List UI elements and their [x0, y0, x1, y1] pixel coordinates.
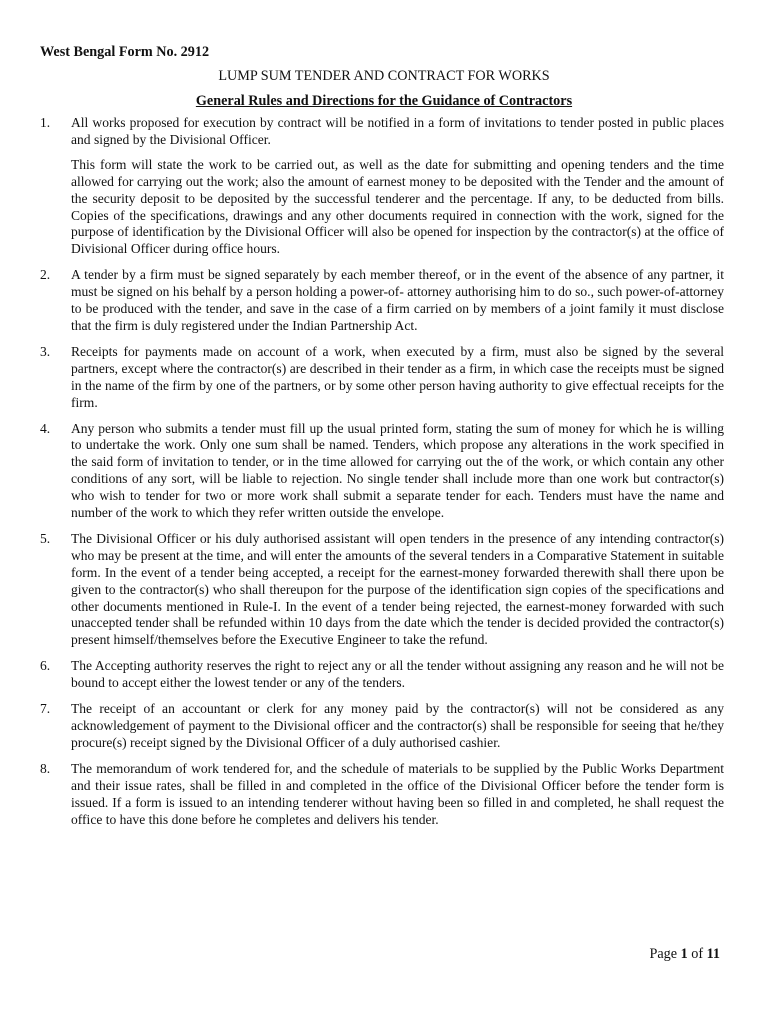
rule-number: 1.: [40, 115, 51, 130]
rule-3: [40, 344, 724, 412]
rule-number: 8.: [40, 760, 51, 776]
rule-7: [40, 701, 724, 752]
rule-1: [40, 115, 724, 258]
page-footer: [649, 946, 720, 963]
rule-8: [40, 761, 724, 829]
rule-5: [40, 531, 724, 649]
total-pages-number: 11: [706, 946, 720, 962]
rule-paragraph: The Accepting authority reserves the right to reject any or all the tender without assigning any reason and he will not be bound to accept either the lowest tender or any of the tenders.: [71, 658, 724, 691]
rule-paragraph: The Divisional Officer or his duly authorised assistant will open tenders in the presence of any intending contractor(s) who may be present at the time, and will enter the amounts of the several tenders in a Comparative Statement in suitable form. In the event of a tender being accepted, a receipt for the earnest-money forwarded therewith shall there upon be given to the contractor(s) who shall thereupon for the purpose of the identification sign copies of the specifications and other documents mentioned in Rule-I. In the event of a tender being rejected, the earnest-money forwarded with such unaccepted tender shall be refunded within 10 days from the date which the tender is decided provided the contractor(s) present himself/themselves before the Executive Engineer to take the refund.: [71, 530, 724, 648]
of-label: of: [691, 946, 704, 962]
form-number: West Bengal Form No. 2912: [40, 44, 210, 60]
rule-paragraph: Any person who submits a tender must fill up the usual printed form, stating the sum of money for which he is willing to undertake the work. Only one sum shall be named. Tenders, which propose any alterations in the work specified in the said form of invitation to tender, or in the time allowed for carrying out the of the work, or which contain any other conditions of any sort, will be liable to rejection. No single tender shall include more than one work but contractor(s) who wish to tender for two or more work shall submit a separate tender for each. Tenders must have the name and number of the work to which they refer written outside the envelope.: [71, 420, 724, 521]
rule-number: 4.: [40, 420, 51, 436]
rule-2: [40, 267, 724, 335]
rule-paragraph: The memorandum of work tendered for, and the schedule of materials to be supplied by the Public Works Department and their issue rates, shall be filled in and completed in the office of the Divisional Officer before the tender form is issued. If a form is issued to an intending tenderer without having been so filled in and completed, he shall request the office to have this done before he completes and delivers his tender.: [71, 760, 724, 827]
document-title: LUMP SUM TENDER AND CONTRACT FOR WORKS: [218, 68, 550, 84]
rule-4: [40, 421, 724, 522]
rule-number: 2.: [40, 267, 51, 283]
document-subtitle: General Rules and Directions for the Guidance of Contractors: [195, 93, 573, 109]
rule-number: 5.: [40, 530, 51, 546]
rule-paragraph: This form will state the work to be carried out, as well as the date for submitting and opening tenders and the time allowed for carrying out the work; also the amount of earnest money to be deposited with the Tender and the amount of the security deposit to be deposited by the successful tenderer and the percentage. If any, to be deducted from bills. Copies of the specifications, drawings and any other documents required in connection with the work, signed for the purpose of identification by the Divisional Officer will also be opened for inspection by the contractor(s) at the office of Divisional Officer during office hours.: [71, 156, 724, 257]
rule-paragraph: All works proposed for execution by contract will be notified in a form of invitations to tender posted in public places and signed by the Divisional Officer.: [71, 115, 724, 147]
rule-paragraph: A tender by a firm must be signed separately by each member thereof, or in the event of the absence of any partner, it must be signed on his behalf by a person holding a power-of- attorney authorising him to do so., such power-of-attorney to be produced with the tender, and save in the case of a firm carried on by members of a joint family it must disclose that the firm is duly registered under the Indian Partnership Act.: [71, 267, 724, 333]
page-label: Page: [649, 946, 678, 962]
rule-number: 6.: [40, 658, 51, 674]
rules-list: [40, 115, 724, 828]
rule-number: 3.: [40, 343, 51, 359]
current-page-number: 1: [680, 946, 688, 962]
rule-number: 7.: [40, 701, 51, 717]
rule-paragraph: The receipt of an accountant or clerk for any money paid by the contractor(s) will not be considered as any acknowledgement of payment to the Divisional officer and the contractor(s) shall be responsible for seeing that he/they procure(s) receipt signed by the Divisional Officer of a duly authorised cashier.: [71, 701, 724, 750]
rule-paragraph: Receipts for payments made on account of a work, when executed by a firm, must also be signed by the several partners, except where the contractor(s) are described in their tender as a firm, in which case the receipts must be signed in the name of the firm by one of the partners, or by some other person having authority to give effectual receipts for the firm.: [71, 343, 724, 410]
rule-6: [40, 658, 724, 692]
